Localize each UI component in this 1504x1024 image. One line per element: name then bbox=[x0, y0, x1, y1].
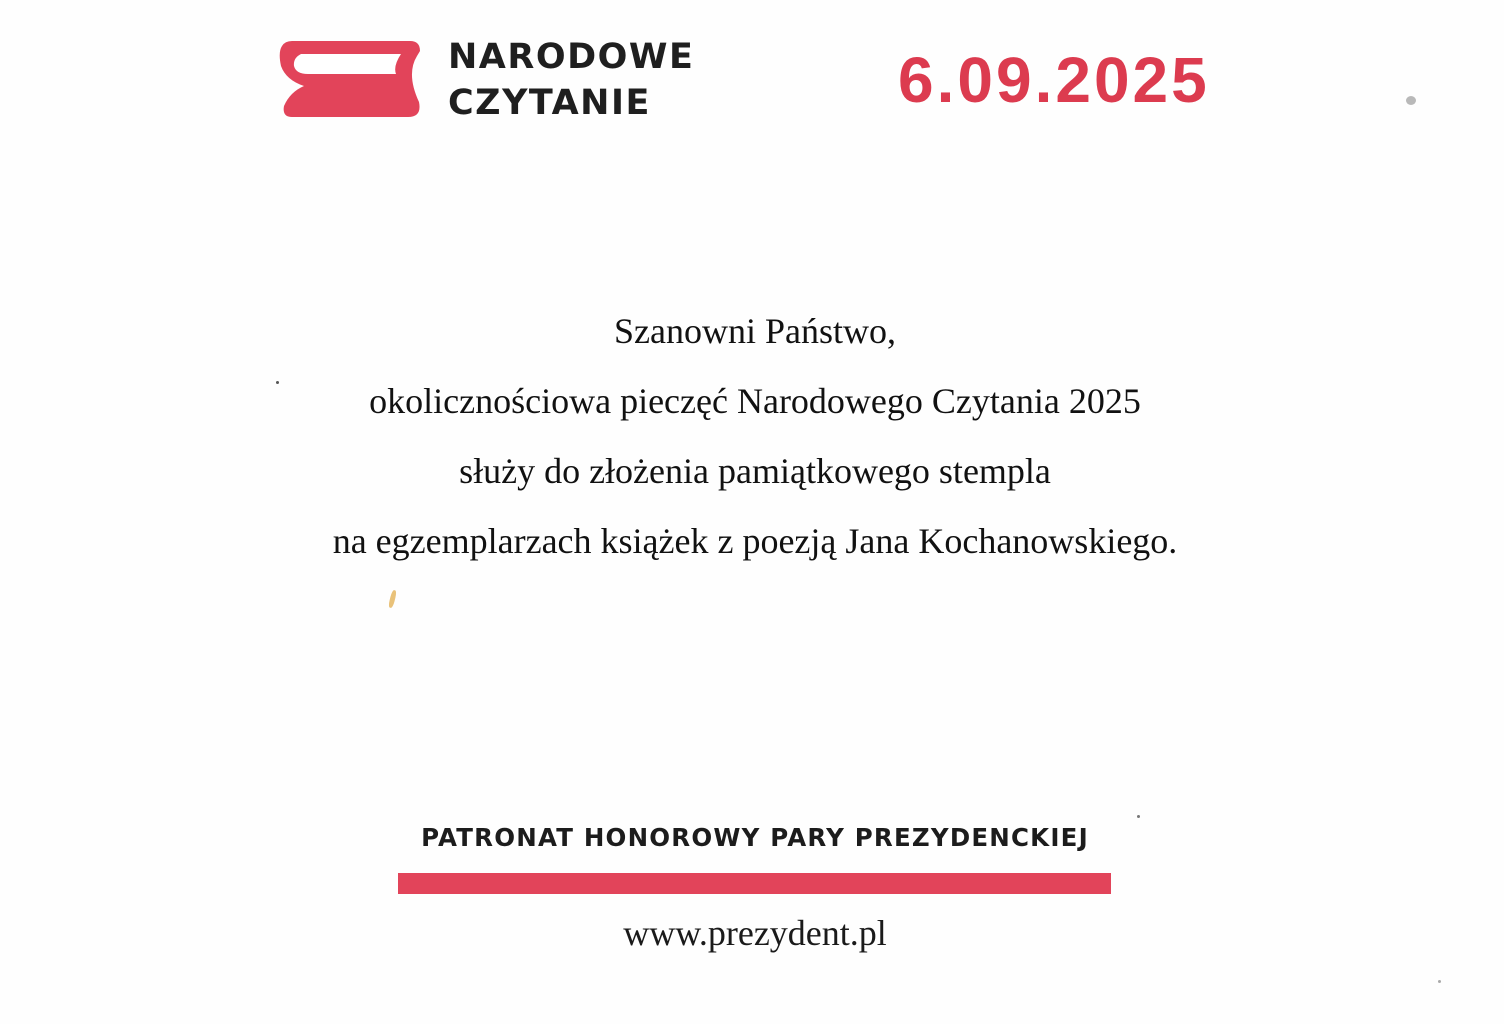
scan-speck bbox=[388, 590, 397, 609]
event-date: 6.09.2025 bbox=[898, 44, 1210, 116]
letter-line-3: służy do złożenia pamiątkowego stempla bbox=[459, 451, 1051, 491]
scan-speck bbox=[276, 381, 279, 384]
book-icon bbox=[278, 40, 424, 118]
scan-speck bbox=[1438, 980, 1441, 983]
patronat-heading: PATRONAT HONOROWY PARY PREZYDENCKIEJ bbox=[421, 823, 1089, 852]
logo-text bbox=[448, 34, 694, 126]
red-divider-bar bbox=[398, 873, 1111, 894]
logo-line-1: NARODOWE bbox=[448, 37, 695, 77]
scan-speck bbox=[1406, 96, 1416, 105]
letter-body bbox=[200, 304, 1310, 584]
letter-salutation: Szanowni Państwo, bbox=[614, 311, 896, 351]
letter-line-4: na egzemplarzach książek z poezją Jana Kochanowskiego. bbox=[332, 521, 1178, 561]
logo-line-2: CZYTANIE bbox=[448, 83, 651, 123]
website-url: www.prezydent.pl bbox=[623, 913, 887, 953]
letter-line-2: okolicznościowa pieczęć Narodowego Czytania 2025 bbox=[369, 381, 1141, 421]
scan-speck bbox=[1137, 815, 1140, 818]
